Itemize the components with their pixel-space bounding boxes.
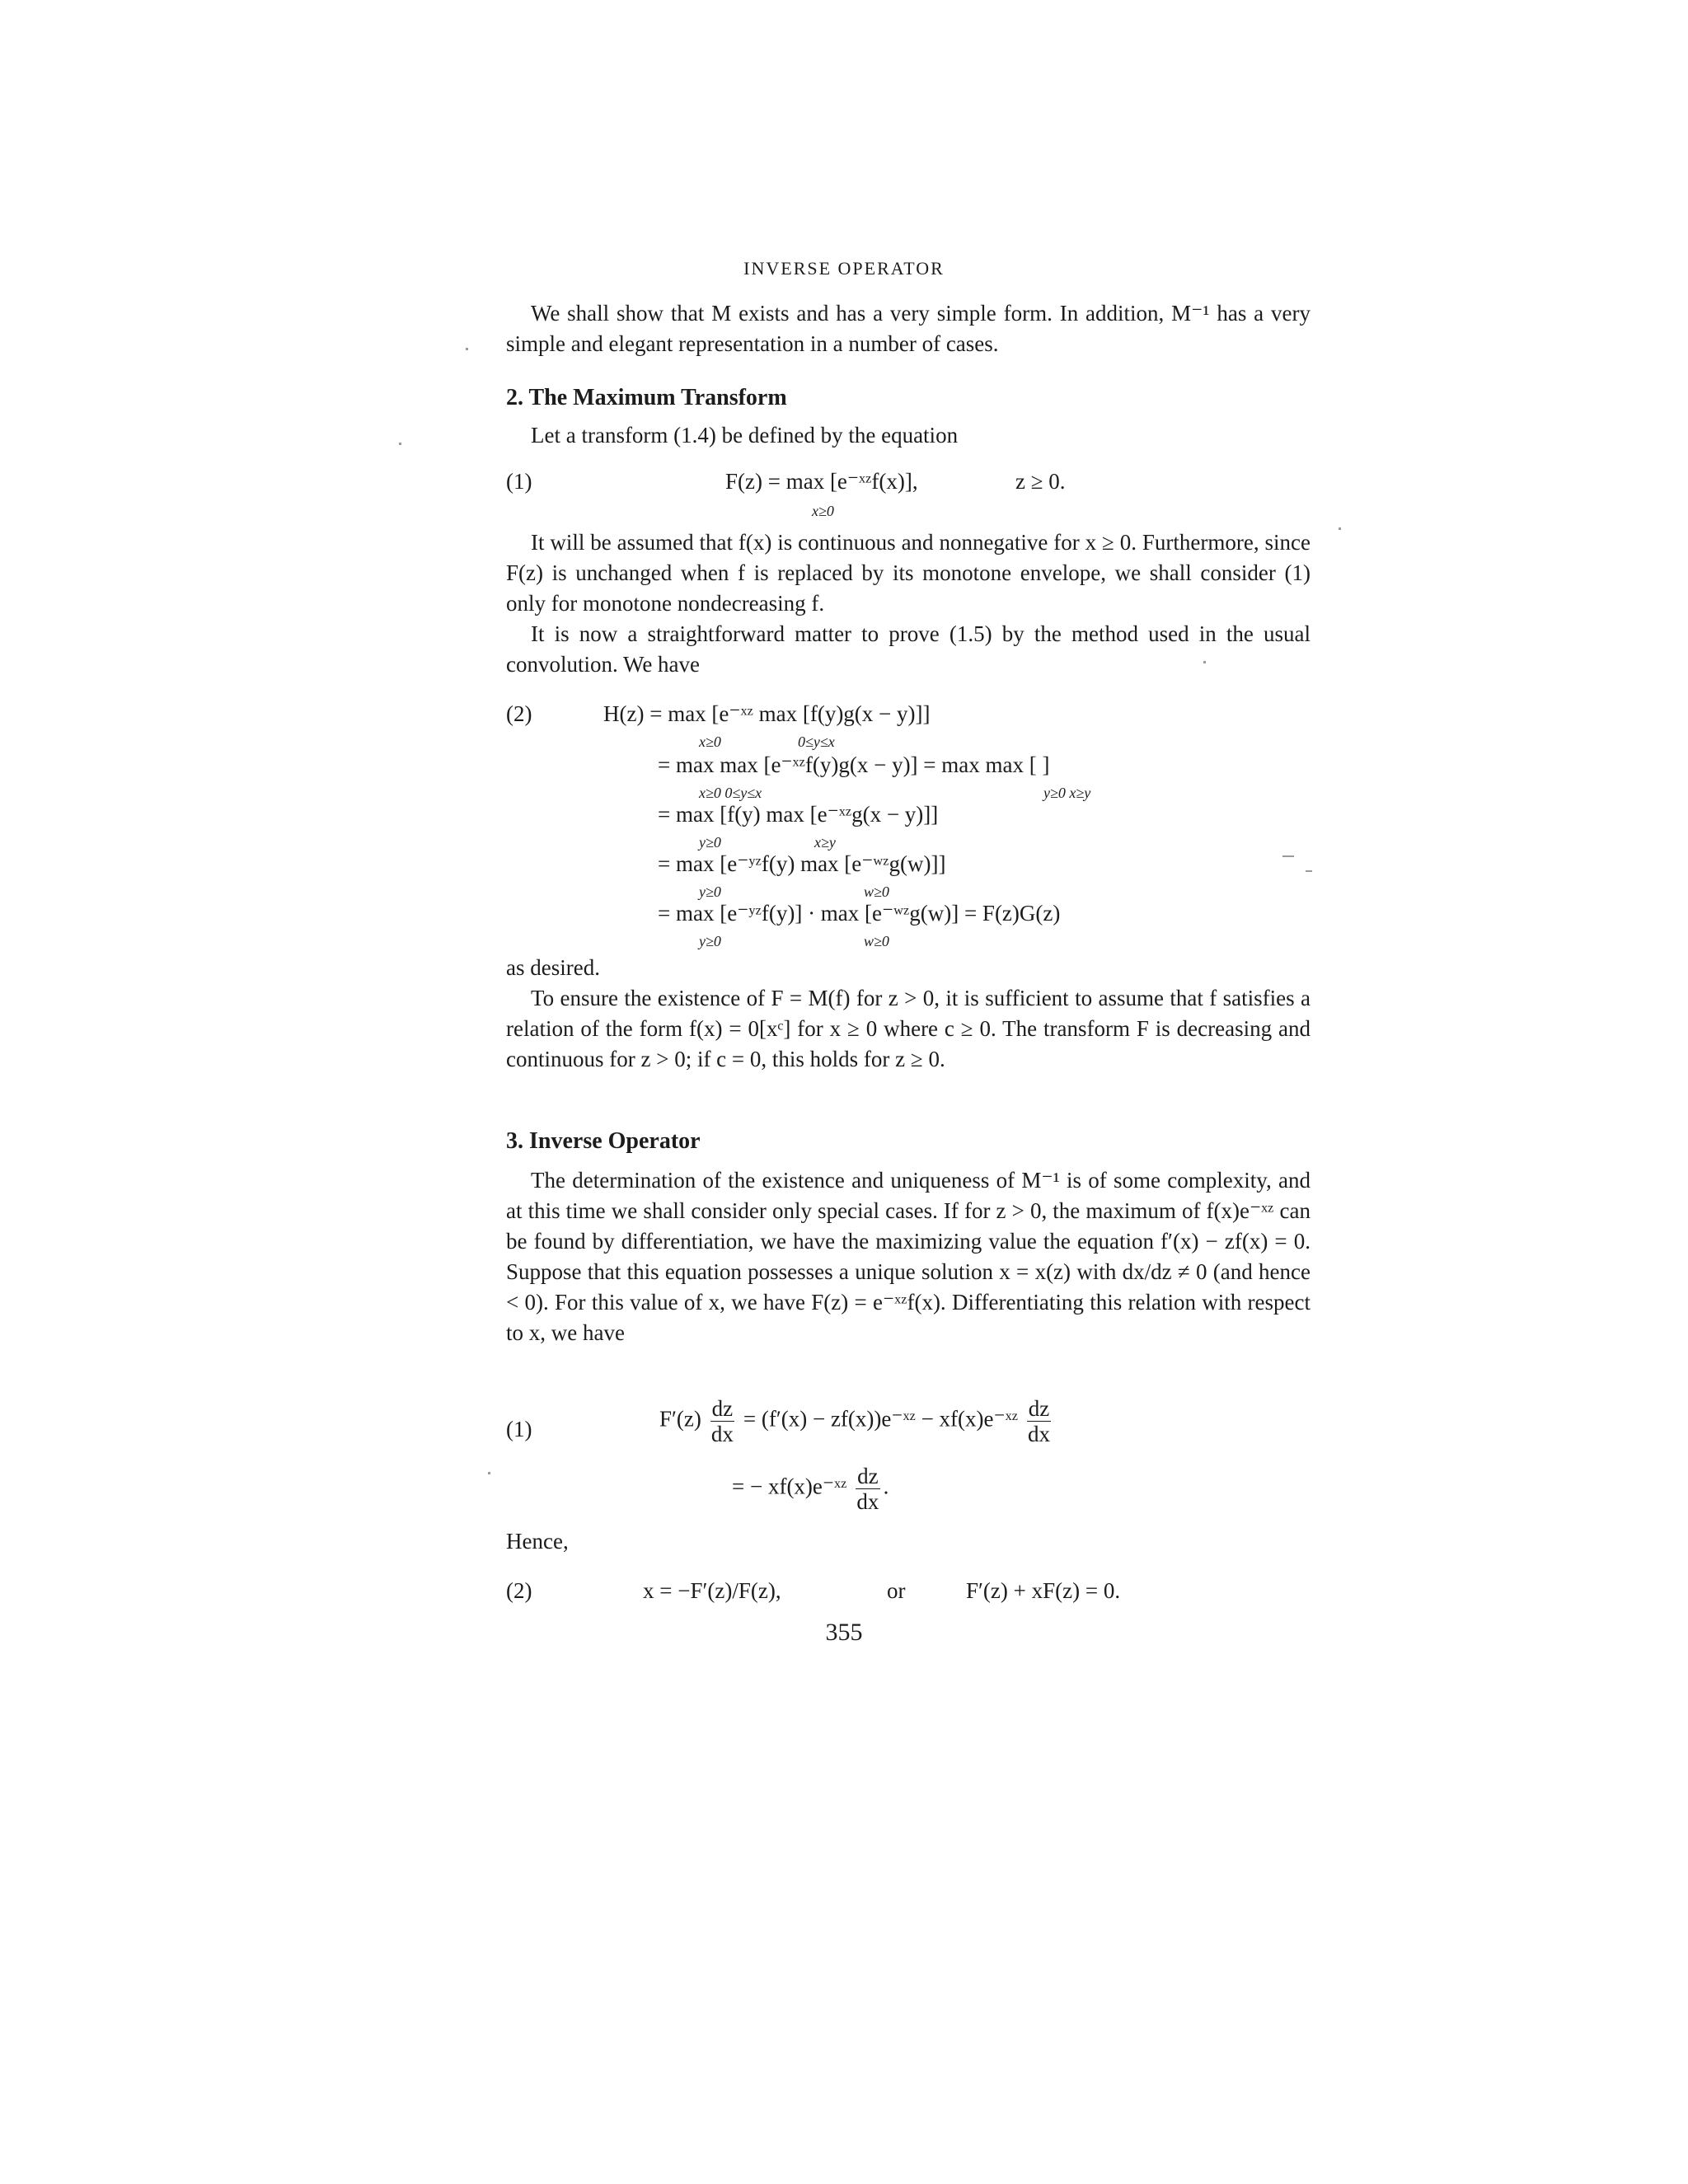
inverse-operator-paragraph: The determination of the existence and uniqueness of M⁻¹ is of some complexity, and at this time we shall consider only special cases. If for z > 0, the maximum of f(x)e⁻ˣᶻ can be found by differentiation, we have the maximizing value the equation f′(x) − zf(x) = 0. Suppose that this equation possesses a unique solution x = x(z) with dx/dz ≠ 0 (and hence < 0). For this value of x, we have F(z) = e⁻ˣᶻf(x). Differentiating this relation with respect to x, we have — [506, 1168, 1311, 1345]
fraction-numerator: dz — [1028, 1396, 1050, 1421]
fraction-dz-dx — [710, 1396, 734, 1446]
equation-term: = − xf(x)e⁻ˣᶻ — [732, 1474, 847, 1499]
equation-subscript: y≥0 — [699, 834, 721, 851]
equation-subscript: x≥0 — [699, 733, 721, 750]
equation-max-transform: F(z) = max [e⁻ˣᶻf(x)], — [725, 469, 918, 494]
equation-label: (1) — [506, 1417, 532, 1441]
running-head: INVERSE OPERATOR — [743, 258, 945, 279]
fraction-dz-dx — [1027, 1396, 1051, 1446]
equation-line: = max max [e⁻ˣᶻf(y)g(x − y)] = max max [ ] — [658, 752, 1050, 777]
scan-speck — [488, 1472, 490, 1474]
equation-term: = (f′(x) − zf(x))e⁻ˣᶻ − xf(x)e⁻ˣᶻ — [743, 1406, 1018, 1432]
existence-paragraph: To ensure the existence of F = M(f) for z > 0, it is sufficient to assume that f satisfies a relation of the form f(x) = 0[xᶜ] for x ≥ 0 where c ≥ 0. The transform F is decreasing and continuous for z > 0; if c = 0, this holds for z ≥ 0. — [506, 986, 1311, 1071]
equation-subscript: 0≤y≤x — [798, 733, 835, 750]
equation-line: = max [e⁻ʸᶻf(y)] · max [e⁻ʷᶻg(w)] = F(z)G(z) — [658, 901, 1061, 926]
fraction-numerator: dz — [857, 1464, 879, 1488]
scan-speck — [1339, 527, 1341, 530]
scan-speck — [466, 348, 468, 350]
as-desired-text: as desired. — [506, 955, 600, 980]
scan-speck — [1282, 855, 1294, 857]
equation-label: (2) — [506, 701, 532, 726]
section-2-lead: Let a transform (1.4) be defined by the equation — [531, 423, 959, 448]
equation-term: F′(z) — [659, 1406, 701, 1432]
equation-right: F′(z) + xF(z) = 0. — [966, 1578, 1121, 1603]
fraction-denominator: dx — [856, 1489, 879, 1514]
section-2-heading: 2. The Maximum Transform — [506, 385, 787, 410]
intro-paragraph: We shall show that M exists and has a very simple form. In addition, M⁻¹ has a very simple and elegant representation in a number of cases. — [506, 301, 1311, 356]
equation-subscript: w≥0 — [864, 883, 889, 900]
fraction-denominator: dx — [1027, 1422, 1050, 1446]
page-number: 355 — [825, 1619, 863, 1646]
equation-subscript: y≥0 x≥y — [1043, 785, 1091, 801]
assumption-paragraph: It will be assumed that f(x) is continuous and nonnegative for x ≥ 0. Furthermore, since F(z) is unchanged when f is replaced by its monotone envelope, we shall consider (1) only for monotone nondecreasing f. — [506, 530, 1311, 616]
equation-subscript: w≥0 — [864, 933, 889, 949]
equation-subscript: x≥y — [814, 834, 836, 851]
fraction-denominator: dx — [710, 1422, 734, 1446]
equation-subscript: x≥0 — [812, 503, 834, 519]
equation-derivative-line — [659, 1396, 1054, 1446]
scan-speck — [1203, 661, 1206, 663]
hence-text: Hence, — [506, 1529, 569, 1554]
equation-or: or — [887, 1578, 906, 1603]
convolution-paragraph: It is now a straightforward matter to prove (1.5) by the method used in the usual convolution. We have — [506, 621, 1311, 677]
section-3-heading: 3. Inverse Operator — [506, 1128, 701, 1154]
equation-line: H(z) = max [e⁻ˣᶻ max [f(y)g(x − y)]] — [603, 701, 931, 726]
equation-derivative-line-2: = − xf(x)e⁻ˣᶻ $\frac{dz}{dx}$ . — [732, 1464, 889, 1514]
equation-label: (2) — [506, 1578, 532, 1603]
fraction-numerator: dz — [711, 1396, 734, 1421]
equation-left: x = −F′(z)/F(z), — [643, 1578, 781, 1603]
fraction-dz-dx — [856, 1464, 879, 1514]
equation-subscript: x≥0 0≤y≤x — [699, 785, 762, 801]
scan-speck — [1306, 870, 1312, 872]
equation-condition: z ≥ 0. — [1015, 469, 1066, 494]
scan-speck — [399, 443, 401, 445]
equation-line: = max [f(y) max [e⁻ˣᶻg(x − y)]] — [658, 802, 939, 827]
equation-line: = max [e⁻ʸᶻf(y) max [e⁻ʷᶻg(w)]] — [658, 851, 946, 876]
equation-subscript: y≥0 — [699, 883, 721, 900]
equation-label: (1) — [506, 469, 532, 494]
equation-subscript: y≥0 — [699, 933, 721, 949]
